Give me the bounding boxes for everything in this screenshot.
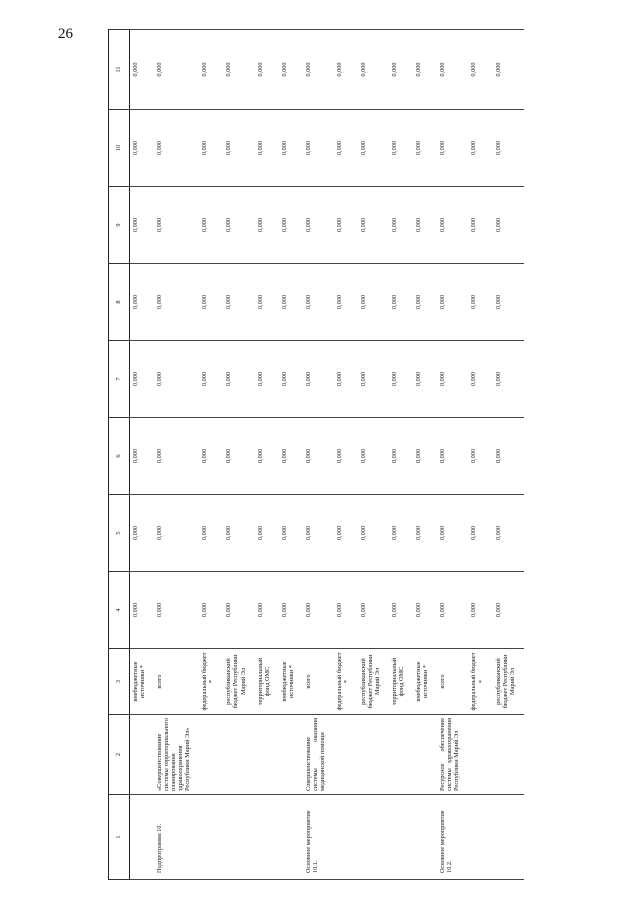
value-cell: 0,000: [255, 418, 279, 495]
value-cell: 0,000: [334, 110, 358, 187]
program-name-cell: [223, 795, 254, 880]
value-cell: 0,000: [130, 495, 155, 572]
value-cell: 0,000: [358, 264, 389, 341]
value-cell: 0,000: [413, 572, 437, 649]
value-cell: 0,000: [223, 30, 254, 110]
value-cell: 0,000: [130, 418, 155, 495]
value-cell: 0,000: [303, 495, 334, 572]
value-cell: 0,000: [413, 30, 437, 110]
value-cell: 0,000: [154, 30, 199, 110]
funding-source-cell: территориальный фонд ОМС: [255, 649, 279, 715]
column-number-header: 1: [109, 795, 130, 880]
value-cell: 0,000: [199, 341, 223, 418]
value-cell: 0,000: [334, 30, 358, 110]
value-cell: 0,000: [279, 495, 303, 572]
value-cell: 0,000: [358, 341, 389, 418]
table-row: [389, 30, 413, 880]
column-number-header: 4: [109, 572, 130, 649]
program-title-cell: [199, 715, 223, 795]
value-cell: 0,000: [255, 30, 279, 110]
value-cell: 0,000: [334, 495, 358, 572]
program-title-cell: [223, 715, 254, 795]
value-cell: 0,000: [468, 341, 492, 418]
value-cell: 0,000: [358, 418, 389, 495]
program-name-cell: [358, 795, 389, 880]
value-cell: 0,000: [468, 418, 492, 495]
value-cell: 0,000: [358, 110, 389, 187]
value-cell: 0,000: [154, 264, 199, 341]
value-cell: 0,000: [468, 187, 492, 264]
table-row: [358, 30, 389, 880]
value-cell: 0,000: [154, 495, 199, 572]
page-number: 26: [58, 26, 73, 42]
value-cell: 0,000: [303, 264, 334, 341]
column-number-header: 6: [109, 418, 130, 495]
table-row: [223, 30, 254, 880]
program-title-cell: [279, 715, 303, 795]
funding-source-cell: внебюджетные источники *: [413, 649, 437, 715]
value-cell: 0,000: [223, 187, 254, 264]
value-cell: 0,000: [334, 418, 358, 495]
table-body: [130, 30, 524, 880]
value-cell: 0,000: [468, 110, 492, 187]
value-cell: 0,000: [130, 110, 155, 187]
value-cell: 0,000: [413, 264, 437, 341]
value-cell: 0,000: [154, 572, 199, 649]
value-cell: 0,000: [199, 30, 223, 110]
value-cell: 0,000: [199, 264, 223, 341]
funding-source-cell: всего: [437, 649, 468, 715]
program-name-cell: Основное мероприятие 10.2.: [437, 795, 468, 880]
column-number-header: 10: [109, 110, 130, 187]
value-cell: 0,000: [223, 264, 254, 341]
value-cell: 0,000: [389, 572, 413, 649]
funding-source-cell: федеральный бюджет *: [468, 649, 492, 715]
value-cell: 0,000: [468, 495, 492, 572]
program-name-cell: Подпрограмма 10.: [154, 795, 199, 880]
funding-source-cell: внебюджетные источники *: [279, 649, 303, 715]
value-cell: 0,000: [130, 30, 155, 110]
table-row: [255, 30, 279, 880]
column-number-header: 8: [109, 264, 130, 341]
value-cell: 0,000: [493, 110, 524, 187]
program-name-cell: [199, 795, 223, 880]
program-title-cell: [413, 715, 437, 795]
table-row: [154, 30, 199, 880]
value-cell: 0,000: [389, 187, 413, 264]
value-cell: 0,000: [303, 110, 334, 187]
value-cell: 0,000: [413, 495, 437, 572]
value-cell: 0,000: [493, 30, 524, 110]
program-name-cell: Основное мероприятие 10.1.: [303, 795, 334, 880]
value-cell: 0,000: [493, 187, 524, 264]
value-cell: 0,000: [358, 572, 389, 649]
value-cell: 0,000: [303, 30, 334, 110]
funding-source-cell: федеральный бюджет *: [199, 649, 223, 715]
table-row: [130, 30, 155, 880]
program-title-cell: [130, 715, 155, 795]
funding-source-cell: всего: [154, 649, 199, 715]
program-title-cell: [255, 715, 279, 795]
program-title-cell: Ресурсное обеспечение системы здравоохранения Республики Марий Эл: [437, 715, 468, 795]
program-name-cell: [413, 795, 437, 880]
program-title-cell: [334, 715, 358, 795]
table-row: [413, 30, 437, 880]
value-cell: 0,000: [389, 264, 413, 341]
value-cell: 0,000: [279, 418, 303, 495]
program-title-cell: [358, 715, 389, 795]
program-title-cell: «Совершенствование системы территориального планирования здравоохранения Республики Марий Эл»: [154, 715, 199, 795]
rotated-table-container: [108, 30, 562, 880]
value-cell: 0,000: [413, 418, 437, 495]
program-name-cell: [279, 795, 303, 880]
funding-source-cell: федеральный бюджет *: [334, 649, 358, 715]
value-cell: 0,000: [493, 572, 524, 649]
value-cell: 0,000: [223, 110, 254, 187]
value-cell: 0,000: [154, 187, 199, 264]
program-title-cell: [493, 715, 524, 795]
value-cell: 0,000: [437, 341, 468, 418]
value-cell: 0,000: [437, 187, 468, 264]
value-cell: 0,000: [199, 418, 223, 495]
value-cell: 0,000: [279, 264, 303, 341]
program-name-cell: [334, 795, 358, 880]
value-cell: 0,000: [154, 110, 199, 187]
value-cell: 0,000: [255, 264, 279, 341]
value-cell: 0,000: [358, 30, 389, 110]
program-name-cell: [493, 795, 524, 880]
value-cell: 0,000: [223, 418, 254, 495]
funding-source-cell: республиканский бюджет Республики Марий Эл: [223, 649, 254, 715]
value-cell: 0,000: [437, 418, 468, 495]
value-cell: 0,000: [223, 495, 254, 572]
value-cell: 0,000: [223, 341, 254, 418]
value-cell: 0,000: [255, 341, 279, 418]
value-cell: 0,000: [199, 187, 223, 264]
column-number-header: 3: [109, 649, 130, 715]
funding-source-cell: всего: [303, 649, 334, 715]
column-number-header: 2: [109, 715, 130, 795]
value-cell: 0,000: [334, 572, 358, 649]
program-title-cell: [468, 715, 492, 795]
value-cell: 0,000: [303, 341, 334, 418]
value-cell: 0,000: [493, 341, 524, 418]
funding-source-cell: территориальный фонд ОМС: [389, 649, 413, 715]
value-cell: 0,000: [279, 341, 303, 418]
value-cell: 0,000: [255, 495, 279, 572]
value-cell: 0,000: [437, 495, 468, 572]
table-row: [199, 30, 223, 880]
value-cell: 0,000: [255, 187, 279, 264]
value-cell: 0,000: [130, 187, 155, 264]
table-row: [334, 30, 358, 880]
column-number-header: 11: [109, 30, 130, 110]
value-cell: 0,000: [279, 30, 303, 110]
program-name-cell: [130, 795, 155, 880]
program-name-cell: [389, 795, 413, 880]
value-cell: 0,000: [437, 572, 468, 649]
value-cell: 0,000: [199, 110, 223, 187]
value-cell: 0,000: [255, 572, 279, 649]
value-cell: 0,000: [223, 572, 254, 649]
value-cell: 0,000: [389, 110, 413, 187]
value-cell: 0,000: [493, 495, 524, 572]
value-cell: 0,000: [130, 264, 155, 341]
value-cell: 0,000: [468, 264, 492, 341]
value-cell: 0,000: [279, 187, 303, 264]
value-cell: 0,000: [154, 341, 199, 418]
value-cell: 0,000: [468, 30, 492, 110]
table-row: [303, 30, 334, 880]
value-cell: 0,000: [437, 264, 468, 341]
value-cell: 0,000: [334, 341, 358, 418]
budget-table: [108, 29, 524, 880]
value-cell: 0,000: [303, 187, 334, 264]
value-cell: 0,000: [413, 341, 437, 418]
table-row: [437, 30, 468, 880]
value-cell: 0,000: [279, 572, 303, 649]
funding-source-cell: республиканский бюджет Республики Марий Эл: [358, 649, 389, 715]
table-row: [468, 30, 492, 880]
value-cell: 0,000: [199, 572, 223, 649]
value-cell: 0,000: [199, 495, 223, 572]
value-cell: 0,000: [413, 187, 437, 264]
value-cell: 0,000: [130, 572, 155, 649]
funding-source-cell: республиканский бюджет Республики Марий Эл: [493, 649, 524, 715]
value-cell: 0,000: [493, 264, 524, 341]
value-cell: 0,000: [279, 110, 303, 187]
value-cell: 0,000: [130, 341, 155, 418]
value-cell: 0,000: [389, 341, 413, 418]
column-number-header: 7: [109, 341, 130, 418]
value-cell: 0,000: [389, 30, 413, 110]
value-cell: 0,000: [255, 110, 279, 187]
funding-source-cell: внебюджетные источники *: [130, 649, 155, 715]
value-cell: 0,000: [358, 495, 389, 572]
column-number-header-row: [109, 30, 130, 880]
column-number-header: 9: [109, 187, 130, 264]
program-name-cell: [255, 795, 279, 880]
column-number-header: 5: [109, 495, 130, 572]
value-cell: 0,000: [154, 418, 199, 495]
value-cell: 0,000: [303, 418, 334, 495]
value-cell: 0,000: [437, 30, 468, 110]
value-cell: 0,000: [468, 572, 492, 649]
value-cell: 0,000: [413, 110, 437, 187]
table-row: [279, 30, 303, 880]
value-cell: 0,000: [389, 495, 413, 572]
value-cell: 0,000: [303, 572, 334, 649]
value-cell: 0,000: [334, 187, 358, 264]
table-row: [493, 30, 524, 880]
program-name-cell: [468, 795, 492, 880]
value-cell: 0,000: [389, 418, 413, 495]
value-cell: 0,000: [358, 187, 389, 264]
value-cell: 0,000: [493, 418, 524, 495]
value-cell: 0,000: [437, 110, 468, 187]
value-cell: 0,000: [334, 264, 358, 341]
program-title-cell: Совершенствование системы оказания медицинской помощи: [303, 715, 334, 795]
program-title-cell: [389, 715, 413, 795]
